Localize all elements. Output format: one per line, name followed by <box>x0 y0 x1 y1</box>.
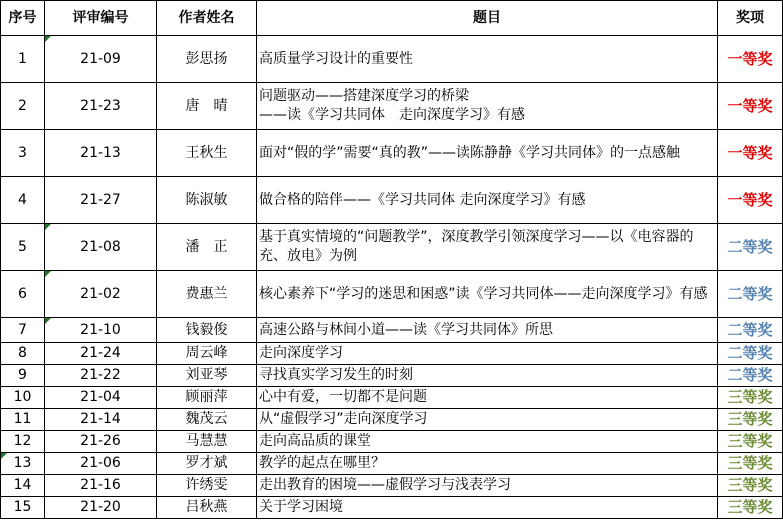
row-code: 21-14 <box>45 409 157 431</box>
row-no: 12 <box>1 431 45 453</box>
table-row <box>1 497 783 519</box>
table-row <box>1 387 783 409</box>
row-title: 问题驱动——搭建深度学习的桥梁 ——读《学习共同体 走向深度学习》有感 <box>257 83 718 130</box>
row-author: 唐 晴 <box>157 83 257 130</box>
row-title: 教学的起点在哪里？ <box>257 453 718 475</box>
row-no: 13 <box>1 453 45 475</box>
row-award: 二等奖 <box>718 224 783 271</box>
row-no: 7 <box>1 318 45 343</box>
row-award: 一等奖 <box>718 36 783 83</box>
row-award: 一等奖 <box>718 177 783 224</box>
header-row <box>1 1 783 36</box>
row-no: 9 <box>1 365 45 387</box>
row-no: 4 <box>1 177 45 224</box>
row-title: 寻找真实学习发生的时刻 <box>257 365 718 387</box>
row-award: 三等奖 <box>718 497 783 519</box>
row-code: 21-13 <box>45 130 157 177</box>
row-title: 关于学习困境 <box>257 497 718 519</box>
row-award: 三等奖 <box>718 453 783 475</box>
row-no: 15 <box>1 497 45 519</box>
table-row <box>1 365 783 387</box>
table-row <box>1 475 783 497</box>
row-code: 21-27 <box>45 177 157 224</box>
row-author: 周云峰 <box>157 343 257 365</box>
row-title: 心中有爱，一切都不是问题 <box>257 387 718 409</box>
table-row <box>1 130 783 177</box>
row-code: 21-04 <box>45 387 157 409</box>
row-author: 罗才斌 <box>157 453 257 475</box>
row-code: 21-02 <box>45 271 157 318</box>
row-code: 21-20 <box>45 497 157 519</box>
row-award: 三等奖 <box>718 431 783 453</box>
row-no: 8 <box>1 343 45 365</box>
row-title: 走向深度学习 <box>257 343 718 365</box>
row-author: 顾丽萍 <box>157 387 257 409</box>
row-title: 面对“假的学”需要“真的教”——读陈静静《学习共同体》的一点感触 <box>257 130 718 177</box>
row-author: 彭思扬 <box>157 36 257 83</box>
header-no: 序号 <box>1 1 45 36</box>
row-title: 高质量学习设计的重要性 <box>257 36 718 83</box>
row-code: 21-24 <box>45 343 157 365</box>
table-row <box>1 271 783 318</box>
row-title: 从“虚假学习”走向深度学习 <box>257 409 718 431</box>
row-award: 三等奖 <box>718 387 783 409</box>
header-award: 奖项 <box>718 1 783 36</box>
row-code: 21-22 <box>45 365 157 387</box>
row-author: 马慧慧 <box>157 431 257 453</box>
table-row <box>1 318 783 343</box>
row-code: 21-06 <box>45 453 157 475</box>
row-no: 2 <box>1 83 45 130</box>
row-title: 核心素养下“学习的迷思和困惑”读《学习共同体——走向深度学习》有感 <box>257 271 718 318</box>
row-award: 三等奖 <box>718 409 783 431</box>
row-title: 走出教育的困境——虚假学习与浅表学习 <box>257 475 718 497</box>
row-award: 二等奖 <box>718 271 783 318</box>
header-code: 评审编号 <box>45 1 157 36</box>
row-no: 10 <box>1 387 45 409</box>
header-author: 作者姓名 <box>157 1 257 36</box>
row-author: 刘亚琴 <box>157 365 257 387</box>
row-code: 21-26 <box>45 431 157 453</box>
row-code: 21-23 <box>45 83 157 130</box>
row-no: 11 <box>1 409 45 431</box>
row-code: 21-16 <box>45 475 157 497</box>
table-row <box>1 343 783 365</box>
row-author: 潘 正 <box>157 224 257 271</box>
row-no: 6 <box>1 271 45 318</box>
row-award: 一等奖 <box>718 83 783 130</box>
row-code: 21-09 <box>45 36 157 83</box>
table-row <box>1 453 783 475</box>
row-no: 5 <box>1 224 45 271</box>
row-no: 1 <box>1 36 45 83</box>
row-author: 魏茂云 <box>157 409 257 431</box>
row-no: 3 <box>1 130 45 177</box>
table-row <box>1 224 783 271</box>
row-author: 陈淑敏 <box>157 177 257 224</box>
table-row <box>1 177 783 224</box>
row-title: 走向高品质的课堂 <box>257 431 718 453</box>
row-code: 21-10 <box>45 318 157 343</box>
row-title: 高速公路与林间小道——读《学习共同体》所思 <box>257 318 718 343</box>
table-row <box>1 431 783 453</box>
row-author: 许绣雯 <box>157 475 257 497</box>
row-author: 王秋生 <box>157 130 257 177</box>
row-award: 一等奖 <box>718 130 783 177</box>
row-award: 二等奖 <box>718 365 783 387</box>
row-award: 二等奖 <box>718 318 783 343</box>
row-award: 三等奖 <box>718 475 783 497</box>
table-row <box>1 83 783 130</box>
row-author: 钱毅俊 <box>157 318 257 343</box>
row-title: 做合格的陪伴——《学习共同体 走向深度学习》有感 <box>257 177 718 224</box>
table-row <box>1 36 783 83</box>
header-title: 题目 <box>257 1 718 36</box>
row-no: 14 <box>1 475 45 497</box>
row-author: 费惠兰 <box>157 271 257 318</box>
row-author: 吕秋燕 <box>157 497 257 519</box>
row-code: 21-08 <box>45 224 157 271</box>
row-award: 二等奖 <box>718 343 783 365</box>
table-row <box>1 409 783 431</box>
row-title: 基于真实情境的“问题教学”，深度教学引领深度学习——以《电容器的充、放电》为例 <box>257 224 718 271</box>
